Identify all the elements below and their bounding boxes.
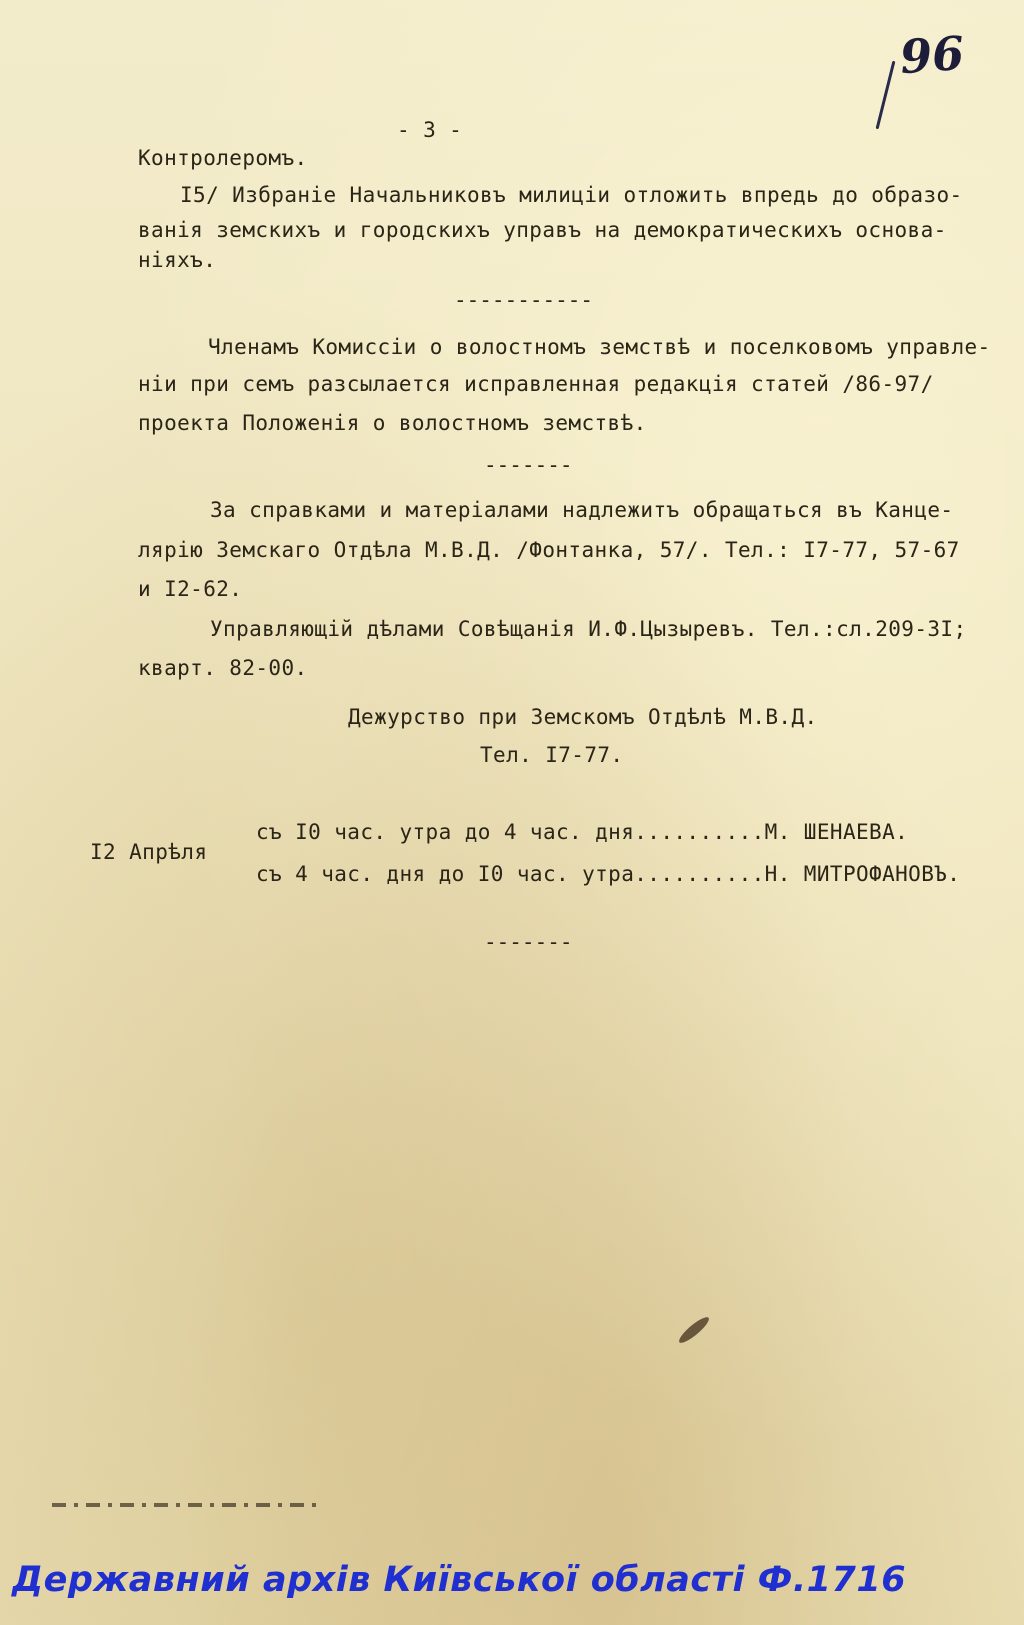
text-line: лярію Земскаго Отдѣла М.В.Д. /Фонтанка, 57/. Тел.: I7-77, 57-67 <box>138 538 960 562</box>
text-line: кварт. 82-00. <box>138 656 308 680</box>
text-line: ніи при семъ разсылается исправленная редакція статей /86-97/ <box>138 372 934 396</box>
text-line: проекта Положенія о волостномъ земствѣ. <box>138 411 647 435</box>
folio-mark <box>876 61 896 130</box>
separator: ------- <box>484 930 573 954</box>
text-line: Контролеромъ. <box>138 146 308 170</box>
text-line: Членамъ Комиссіи о волостномъ земствѣ и поселковомъ управле- <box>208 335 991 359</box>
duty-row: съ I0 час. утра до 4 час. дня..........М. ШЕНАЕВА. <box>256 820 909 844</box>
duty-row: съ 4 час. дня до I0 час. утра..........Н. МИТРОФАНОВЪ. <box>256 862 961 886</box>
duty-phone: Тел. I7-77. <box>480 743 624 767</box>
text-line: За справками и матеріалами надлежитъ обращаться въ Канце- <box>210 498 954 522</box>
folio-number: 96 <box>898 25 966 85</box>
text-line: I5/ Избраніе Начальниковъ милиціи отложить впредь до образо- <box>180 183 963 207</box>
separator: ------- <box>484 453 573 477</box>
duty-date: I2 Апрѣля <box>90 840 208 864</box>
text-line: Управляющій дѣлами Совѣщанія И.Ф.Цызыревъ. Тел.:сл.209-3I; <box>210 617 967 641</box>
dashed-scribble <box>52 1503 322 1507</box>
separator: ----------- <box>454 288 594 312</box>
ink-blot <box>676 1314 712 1346</box>
page-marker: - 3 - <box>397 118 463 142</box>
text-line: ванія земскихъ и городскихъ управъ на демократическихъ основа- <box>138 218 947 242</box>
duty-heading: Дежурство при Земскомъ Отдѣлѣ М.В.Д. <box>348 705 818 729</box>
archive-label: Державний архів Київської області Ф.1716 <box>12 1560 907 1600</box>
text-line: и I2-62. <box>138 577 243 601</box>
text-line: ніяхъ. <box>138 248 217 272</box>
